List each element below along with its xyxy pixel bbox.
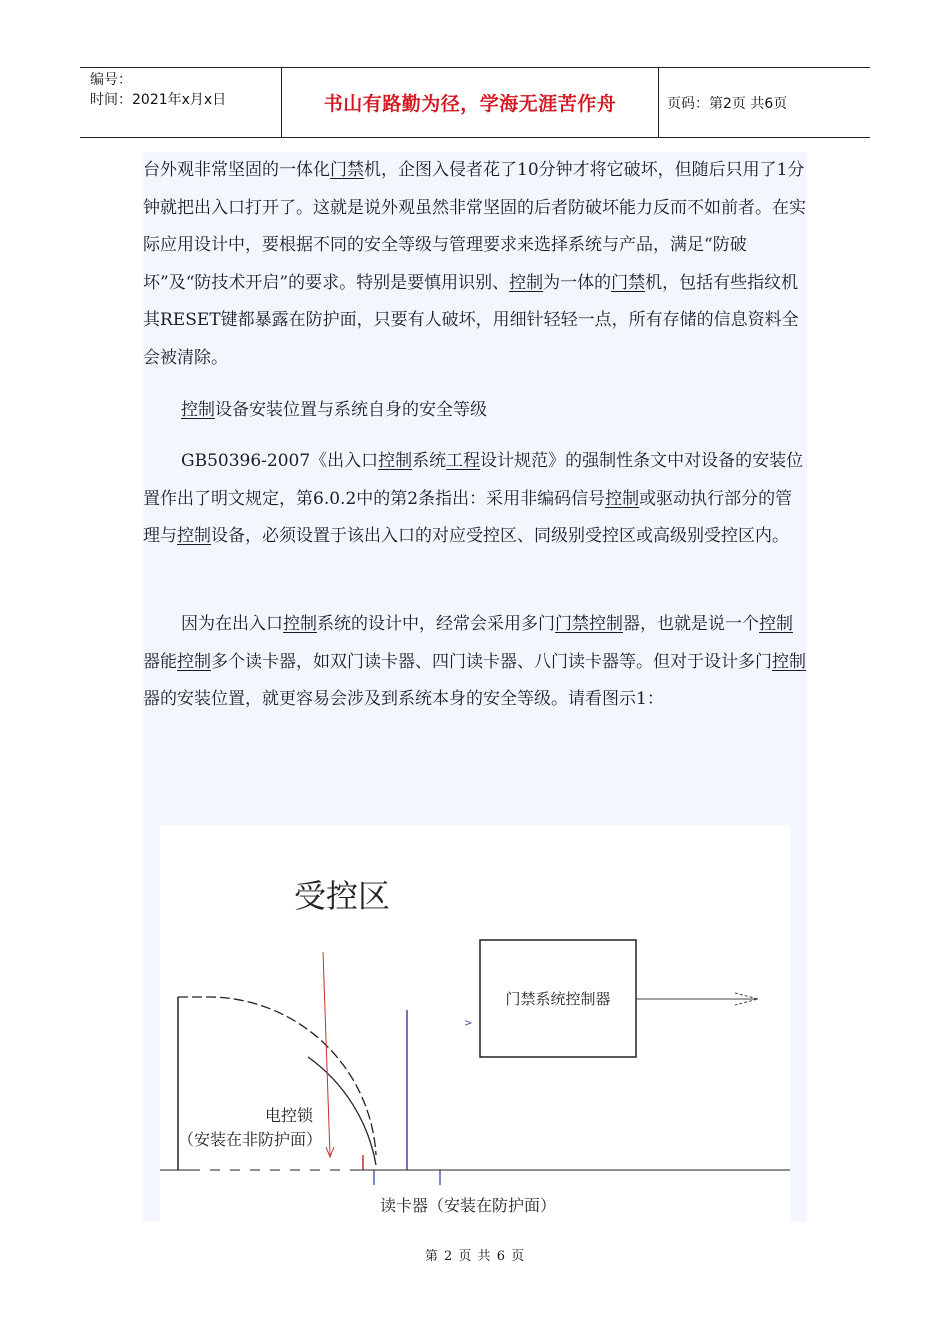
lock-label: 电控锁 [265, 1106, 314, 1125]
link-control[interactable]: 控制 [181, 400, 215, 420]
input-arrow-mark: > [464, 1018, 473, 1029]
link-control[interactable]: 控制 [177, 651, 211, 672]
page-footer: 第 2 页 共 6 页 [424, 1249, 526, 1264]
zone-label: 受控区 [294, 877, 391, 915]
reader-label: 读卡器（安装在防护面） [380, 1196, 557, 1215]
text-run: GB50396-2007《出入口 [181, 451, 379, 471]
link-access-controller[interactable]: 门禁控制 [555, 614, 623, 634]
link-access-control[interactable]: 门禁 [611, 272, 646, 293]
header-meta [80, 68, 282, 137]
text-run: 系统 [412, 451, 447, 471]
paragraph-4 [143, 606, 807, 719]
text-run: 机，包括有些指纹机其RESET键都暴露在防护面，只要有人破坏，用细针轻轻一点，所有存储的信息资料全会被清除。 [143, 272, 799, 368]
link-control[interactable]: 控制 [772, 651, 806, 672]
link-engineering[interactable]: 工程 [446, 451, 481, 471]
lock-note: （安装在非防护面） [178, 1130, 323, 1149]
link-control[interactable]: 控制 [177, 526, 211, 546]
header-motto: 书山有路勤为径，学海无涯苦作舟 [282, 68, 659, 137]
link-control[interactable]: 控制 [509, 272, 544, 293]
document-date: 时间：2021年x月x日 [90, 92, 227, 108]
link-control[interactable]: 控制 [759, 614, 793, 634]
document-number: 编号： [90, 72, 132, 88]
text-run: 设计规范》的强制性条文中对设备的安装位置作出了明文规定，第6.0.2中的第2条指出：采用非编码信号 [143, 451, 804, 509]
paragraph-2 [143, 392, 807, 430]
header-page-info: 页码：第2页 共6页 [667, 95, 788, 112]
diagram-svg [160, 825, 790, 1222]
paragraph-1 [143, 152, 807, 377]
text-run: 设备安装位置与系统自身的安全等级 [215, 400, 487, 420]
text-run: 器的安装位置，就更容易会涉及到系统本身的安全等级。请看图示1： [143, 689, 664, 709]
text-run: 器能 [143, 651, 177, 672]
page-header [80, 67, 870, 138]
text-run: 器，也就是说一个 [623, 614, 759, 634]
text-run: 设备，必须设置于该出入口的对应受控区、同级别受控区或高级别受控区内。 [211, 526, 789, 546]
link-control[interactable]: 控制 [378, 451, 413, 471]
text-run: 因为在出入口 [181, 614, 283, 634]
text-run: 多个读卡器，如双门读卡器、四门读卡器、八门读卡器等。但对于设计多门 [211, 651, 772, 672]
text-run: 或驱动执行部分的管理与 [143, 488, 793, 546]
figure-1-diagram [160, 825, 790, 1222]
red-indicator-line [323, 952, 330, 1155]
link-access-control[interactable]: 门禁 [330, 160, 364, 180]
paragraph-3 [143, 443, 807, 556]
link-control[interactable]: 控制 [605, 488, 640, 509]
controller-label: 门禁系统控制器 [505, 990, 611, 1008]
text-run: 为一体的 [543, 272, 612, 293]
link-control[interactable]: 控制 [283, 614, 317, 634]
text-run: 系统的设计中，经常会采用多门 [317, 614, 555, 634]
text-run: 机，企图入侵者花了10分钟才将它破坏，但随后只用了1分钟就把出入口打开了。这就是说外观虽然非常坚固的后者防破坏能力反而不如前者。在实际应用设计中，要根据不同的安全等级与管理要求来选择系统与产品，满足“防破坏”及“防技术开启”的要求。特别是要慎用识别、 [143, 160, 806, 293]
text-run: 台外观非常坚固的一体化 [143, 160, 330, 180]
